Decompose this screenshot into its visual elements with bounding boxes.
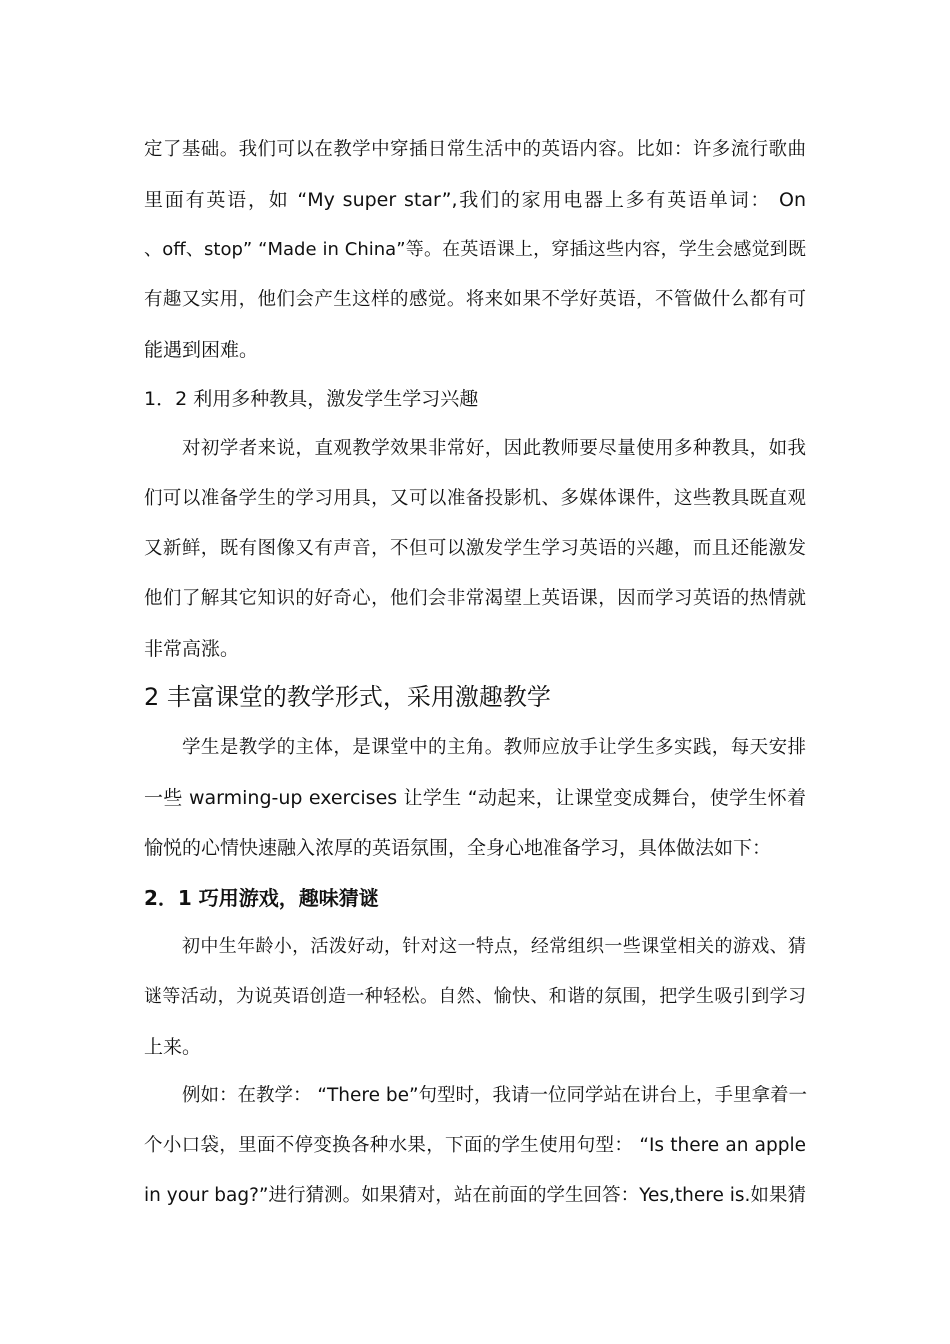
paragraph-line: 对初学者来说，直观教学效果非常好，因此教师要尽量使用多种教具，如我 [182,438,806,459]
paragraph-line: 个小口袋，里面不停变换各种水果，下面的学生使用句型： “Is there an apple [144,1135,806,1156]
paragraph-line: 定了基础。我们可以在教学中穿插日常生活中的英语内容。比如：许多流行歌曲 [144,139,806,160]
paragraph-line: 们可以准备学生的学习用具，又可以准备投影机、多媒体课件，这些教具既直观 [144,488,806,509]
paragraph-line: 非常高涨。 [144,638,240,660]
section-heading-2: 2 丰富课堂的教学形式，采用激趣教学 [144,683,551,711]
paragraph-line: 又新鲜，既有图像又有声音，不但可以激发学生学习英语的兴趣，而且还能激发 [144,538,806,559]
paragraph-line: in your bag?”进行猜测。如果猜对，站在前面的学生回答：Yes,there is.如果猜 [144,1185,806,1206]
section-heading-2-1: 2．1 巧用游戏，趣味猜谜 [144,886,379,910]
paragraph-line: 谜等活动，为说英语创造一种轻松。自然、愉快、和谐的氛围，把学生吸引到学习 [144,986,806,1007]
paragraph-line: 上来。 [144,1036,202,1058]
paragraph-line: 他们了解其它知识的好奇心，他们会非常渴望上英语课，因而学习英语的热情就 [144,588,806,609]
paragraph-line: 能遇到困难。 [144,339,259,361]
paragraph-line: 有趣又实用，他们会产生这样的感觉。将来如果不学好英语，不管做什么都有可 [144,289,806,310]
paragraph-line: 学生是教学的主体，是课堂中的主角。教师应放手让学生多实践，每天安排 [182,737,806,758]
paragraph-line: 里面有英语，如 “My super star”,我们的家用电器上多有英语单词： On [144,189,806,211]
paragraph-line: 例如：在教学： “There be”句型时，我请一位同学站在讲台上，手里拿着一 [182,1085,808,1106]
section-heading-1-2: 1．2 利用多种教具，激发学生学习兴趣 [144,388,479,410]
paragraph-line: 愉悦的心情快速融入浓厚的英语氛围，全身心地准备学习，具体做法如下： [144,837,772,859]
paragraph-line: 初中生年龄小，活泼好动，针对这一特点，经常组织一些课堂相关的游戏、猜 [182,936,806,957]
paragraph-line: 一些 warming-up exercises 让学生 “动起来，让课堂变成舞台，使学生怀着 [144,787,806,809]
paragraph-line: 、off、stop” “Made in China”等。在英语课上，穿插这些内容，学生会感觉到既 [144,239,806,260]
